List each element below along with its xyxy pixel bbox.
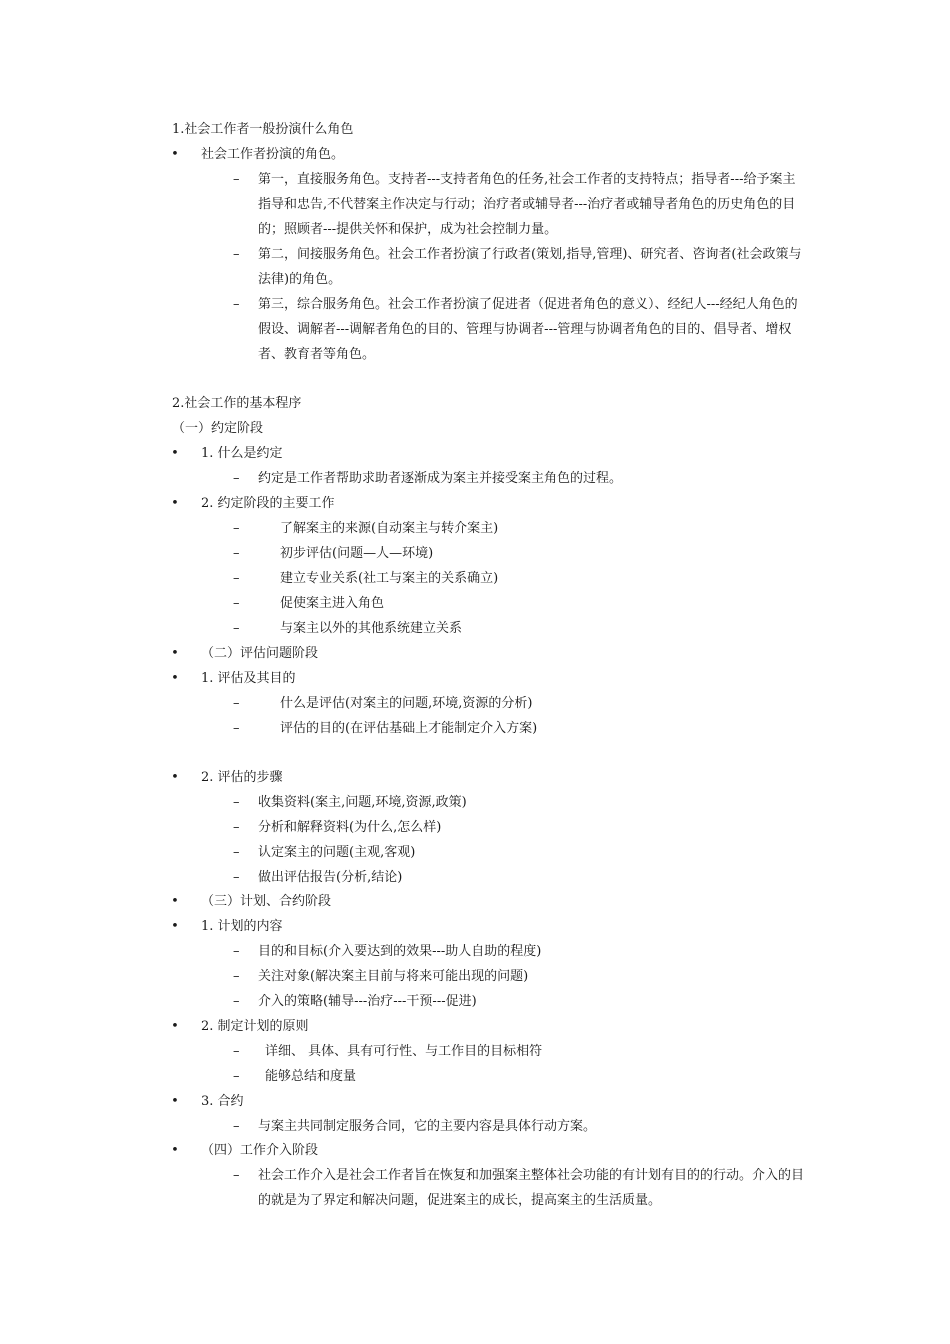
list-item: 与案主共同制定服务合同，它的主要内容是具体行动方案。 [258,1119,597,1134]
stage-heading: （二）评估问题阶段 [201,646,319,661]
list-item: 约定是工作者帮助求助者逐渐成为案主并接受案主角色的过程。 [258,471,623,486]
bullet: • [171,1143,179,1158]
dash: – [233,845,240,860]
dash: – [233,795,240,810]
list-item: 第一，直接服务角色。支持者---支持者角色的任务,社会工作者的支持特点；指导者---给予案主指导和忠告,不代替案主作决定与行动；治疗者或辅导者---治疗者或辅导者角色的历史角色的目的；照顾者---提供关怀和保护，成为社会控制力量。 [258,172,796,237]
list-item: 3. 合约 [201,1094,244,1109]
list-item: 社会工作者扮演的角色。 [201,147,345,162]
list-item: 目的和目标(介入要达到的效果---助人自助的程度) [258,944,542,959]
dash: – [233,696,240,711]
stage-heading: （三）计划、合约阶段 [201,894,332,909]
dash: – [233,1069,240,1084]
list-item: 能够总结和度量 [265,1069,357,1084]
dash: – [233,546,240,561]
dash: – [233,969,240,984]
list-item: 介入的策略(辅导---治疗---干预---促进) [258,994,477,1009]
list-item: 认定案主的问题(主观,客观) [258,845,416,860]
list-item: 了解案主的来源(自动案主与转介案主) [280,521,499,536]
dash: – [233,297,240,312]
dash: – [233,621,240,636]
dash: – [233,1168,240,1183]
dash: – [233,172,240,187]
list-item: 评估的目的(在评估基础上才能制定介入方案) [280,721,538,736]
dash: – [233,870,240,885]
dash: – [233,994,240,1009]
dash: – [233,596,240,611]
bullet: • [171,919,179,934]
dash: – [233,521,240,536]
dash: – [233,1044,240,1059]
list-item: 详细、 具体、具有可行性、与工作目的目标相符 [265,1044,543,1059]
bullet: • [171,671,179,686]
bullet: • [171,1019,179,1034]
list-item: 2. 制定计划的原则 [201,1019,309,1034]
section-1-heading: 1.社会工作者一般扮演什么角色 [172,122,354,137]
dash: – [233,944,240,959]
list-item: 做出评估报告(分析,结论) [258,870,403,885]
dash: – [233,571,240,586]
list-item: 什么是评估(对案主的问题,环境,资源的分析) [280,696,533,711]
list-item: 促使案主进入角色 [280,596,385,611]
stage-heading: （一）约定阶段 [172,421,264,436]
bullet: • [171,446,179,461]
section-2-heading: 2.社会工作的基本程序 [172,396,302,411]
list-item: 收集资料(案主,问题,环境,资源,政策) [258,795,467,810]
list-item: 1. 什么是约定 [201,446,283,461]
stage-heading: （四）工作介入阶段 [201,1143,319,1158]
dash: – [233,471,240,486]
list-item: 第三，综合服务角色。社会工作者扮演了促进者（促进者角色的意义）、经纪人---经纪人角色的假设、调解者---调解者角色的目的、管理与协调者---管理与协调者角色的目的、倡导者、增权者、教育者等角色。 [258,297,798,362]
dash: – [233,1119,240,1134]
list-item: 1. 评估及其目的 [201,671,296,686]
bullet: • [171,894,179,909]
list-item: 建立专业关系(社工与案主的关系确立) [280,571,499,586]
bullet: • [171,147,179,162]
dash: – [233,820,240,835]
bullet: • [171,496,179,511]
list-item: 第二，间接服务角色。社会工作者扮演了行政者(策划,指导,管理)、研究者、咨询者(社会政策与法律)的角色。 [258,247,802,287]
bullet: • [171,1094,179,1109]
list-item: 初步评估(问题—人—环境) [280,546,434,561]
list-item: 2. 评估的步骤 [201,770,283,785]
list-item: 分析和解释资料(为什么,怎么样) [258,820,442,835]
list-item: 关注对象(解决案主目前与将来可能出现的问题) [258,969,529,984]
bullet: • [171,646,179,661]
list-item: 2. 约定阶段的主要工作 [201,496,335,511]
list-item: 与案主以外的其他系统建立关系 [280,621,463,636]
dash: – [233,721,240,736]
list-item: 社会工作介入是社会工作者旨在恢复和加强案主整体社会功能的有计划有目的的行动。介入的目的就是为了界定和解决问题，促进案主的成长，提高案主的生活质量。 [258,1168,805,1208]
dash: – [233,247,240,262]
bullet: • [171,770,179,785]
list-item: 1. 计划的内容 [201,919,283,934]
